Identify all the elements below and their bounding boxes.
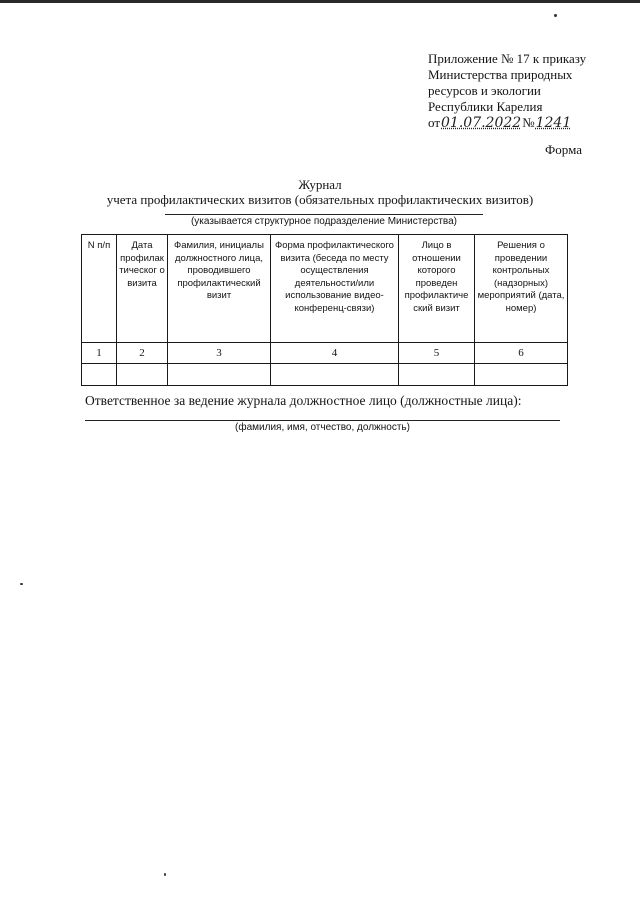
order-date: 01.07.2022 <box>441 115 522 131</box>
empty-cell <box>271 364 399 386</box>
approval-line: Министерства природных <box>428 67 573 82</box>
empty-cell <box>475 364 568 386</box>
journal-table <box>81 234 568 386</box>
order-reference <box>428 115 633 131</box>
empty-cell <box>117 364 168 386</box>
responsible-fill-line <box>85 420 560 421</box>
approval-block <box>428 51 633 131</box>
journal-subtitle: учета профилактических визитов (обязательных профилактических визитов) <box>106 192 534 207</box>
empty-entry-row <box>82 364 568 386</box>
scan-speck <box>554 14 557 17</box>
number-sign: № <box>522 115 535 130</box>
responsible-person-label: Ответственное за ведение журнала должностное лицо (должностные лица): <box>85 393 522 408</box>
column-header: Лицо в отношении которого проведен профилактиче ский визит <box>399 235 475 343</box>
order-number: 1241 <box>535 115 572 131</box>
empty-cell <box>168 364 271 386</box>
approval-line: Приложение № 17 к приказу <box>428 51 587 66</box>
journal-title: Журнал <box>298 177 342 192</box>
column-header: Дата профилак тическог о визита <box>117 235 168 343</box>
column-header: Фамилия, инициалы должностного лица, проводившего профилактический визит <box>168 235 271 343</box>
unit-fill-line <box>165 214 483 215</box>
approval-line: Республики Карелия <box>428 99 543 114</box>
column-header: N п/п <box>82 235 117 343</box>
column-number: 6 <box>475 343 568 364</box>
column-number-row <box>82 343 568 364</box>
empty-cell <box>399 364 475 386</box>
responsible-note: (фамилия, имя, отчество, должность) <box>235 422 410 433</box>
header-row <box>82 235 568 343</box>
form-label: Форма <box>545 142 582 157</box>
column-header: Форма профилактического визита (беседа по месту осуществления деятельности/или использование видео-конференц-связи) <box>271 235 399 343</box>
empty-cell <box>82 364 117 386</box>
column-number: 2 <box>117 343 168 364</box>
column-number: 5 <box>399 343 475 364</box>
date-prefix: от <box>428 115 441 130</box>
scan-speck <box>164 873 166 876</box>
column-number: 3 <box>168 343 271 364</box>
column-number: 4 <box>271 343 399 364</box>
unit-note: (указывается структурное подразделение Министерства) <box>190 216 458 227</box>
approval-line: ресурсов и экологии <box>428 83 541 98</box>
scan-speck <box>20 583 23 585</box>
column-header: Решения о проведении контрольных (надзорных) мероприятий (дата, номер) <box>475 235 568 343</box>
column-number: 1 <box>82 343 117 364</box>
scan-top-edge <box>0 0 640 3</box>
